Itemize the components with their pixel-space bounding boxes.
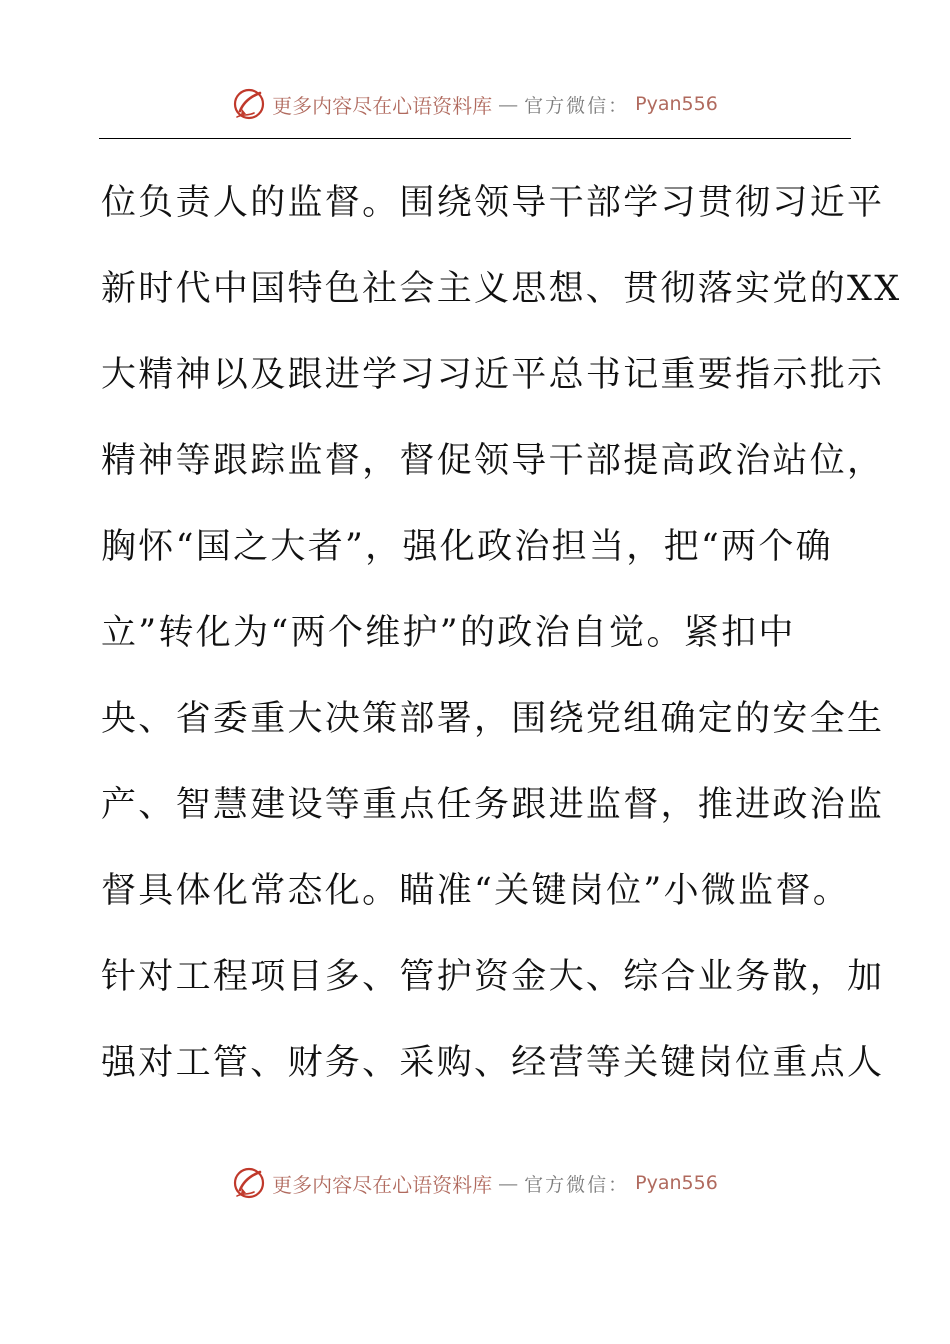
text-line: 新时代中国特色社会主义思想、贯彻落实党的XX [101, 269, 902, 309]
watermark-separator: — [498, 92, 519, 116]
text-line: 胸怀“国之大者”，强化政治担当，把“两个确 [101, 527, 833, 567]
watermark-official-label: 官方微信： [524, 94, 630, 117]
text-line: 央、省委重大决策部署，围绕党组确定的安全生 [101, 699, 885, 739]
text-line: 精神等跟踪监督，督促领导干部提高政治站位， [101, 441, 885, 481]
pen-logo-icon [232, 1166, 266, 1200]
header-watermark [0, 84, 950, 124]
text-line: 督具体化常态化。瞄准“关键岗位”小微监督。 [101, 871, 851, 911]
pen-logo-icon [232, 87, 266, 121]
text-line: 产、智慧建设等重点任务跟进监督，推进政治监 [101, 785, 885, 825]
header-divider [99, 138, 851, 139]
watermark-wechat-id: Pyan556 [635, 1172, 718, 1194]
text-line: 立”转化为“两个维护”的政治自觉。紧扣中 [101, 613, 796, 653]
watermark-wechat-id: Pyan556 [635, 93, 718, 115]
footer-watermark [0, 1163, 950, 1203]
watermark-brand: 更多内容尽在心语资料库 [272, 93, 493, 118]
watermark-official-label: 官方微信： [524, 1173, 630, 1196]
watermark-brand: 更多内容尽在心语资料库 [272, 1172, 493, 1197]
text-line: 位负责人的监督。围绕领导干部学习贯彻习近平 [101, 183, 885, 223]
watermark-separator: — [498, 1171, 519, 1195]
document-body [101, 172, 902, 1118]
text-line: 大精神以及跟进学习习近平总书记重要指示批示 [101, 355, 885, 395]
text-line: 强对工管、财务、采购、经营等关键岗位重点人 [101, 1043, 885, 1083]
text-line: 针对工程项目多、管护资金大、综合业务散，加 [101, 957, 885, 997]
